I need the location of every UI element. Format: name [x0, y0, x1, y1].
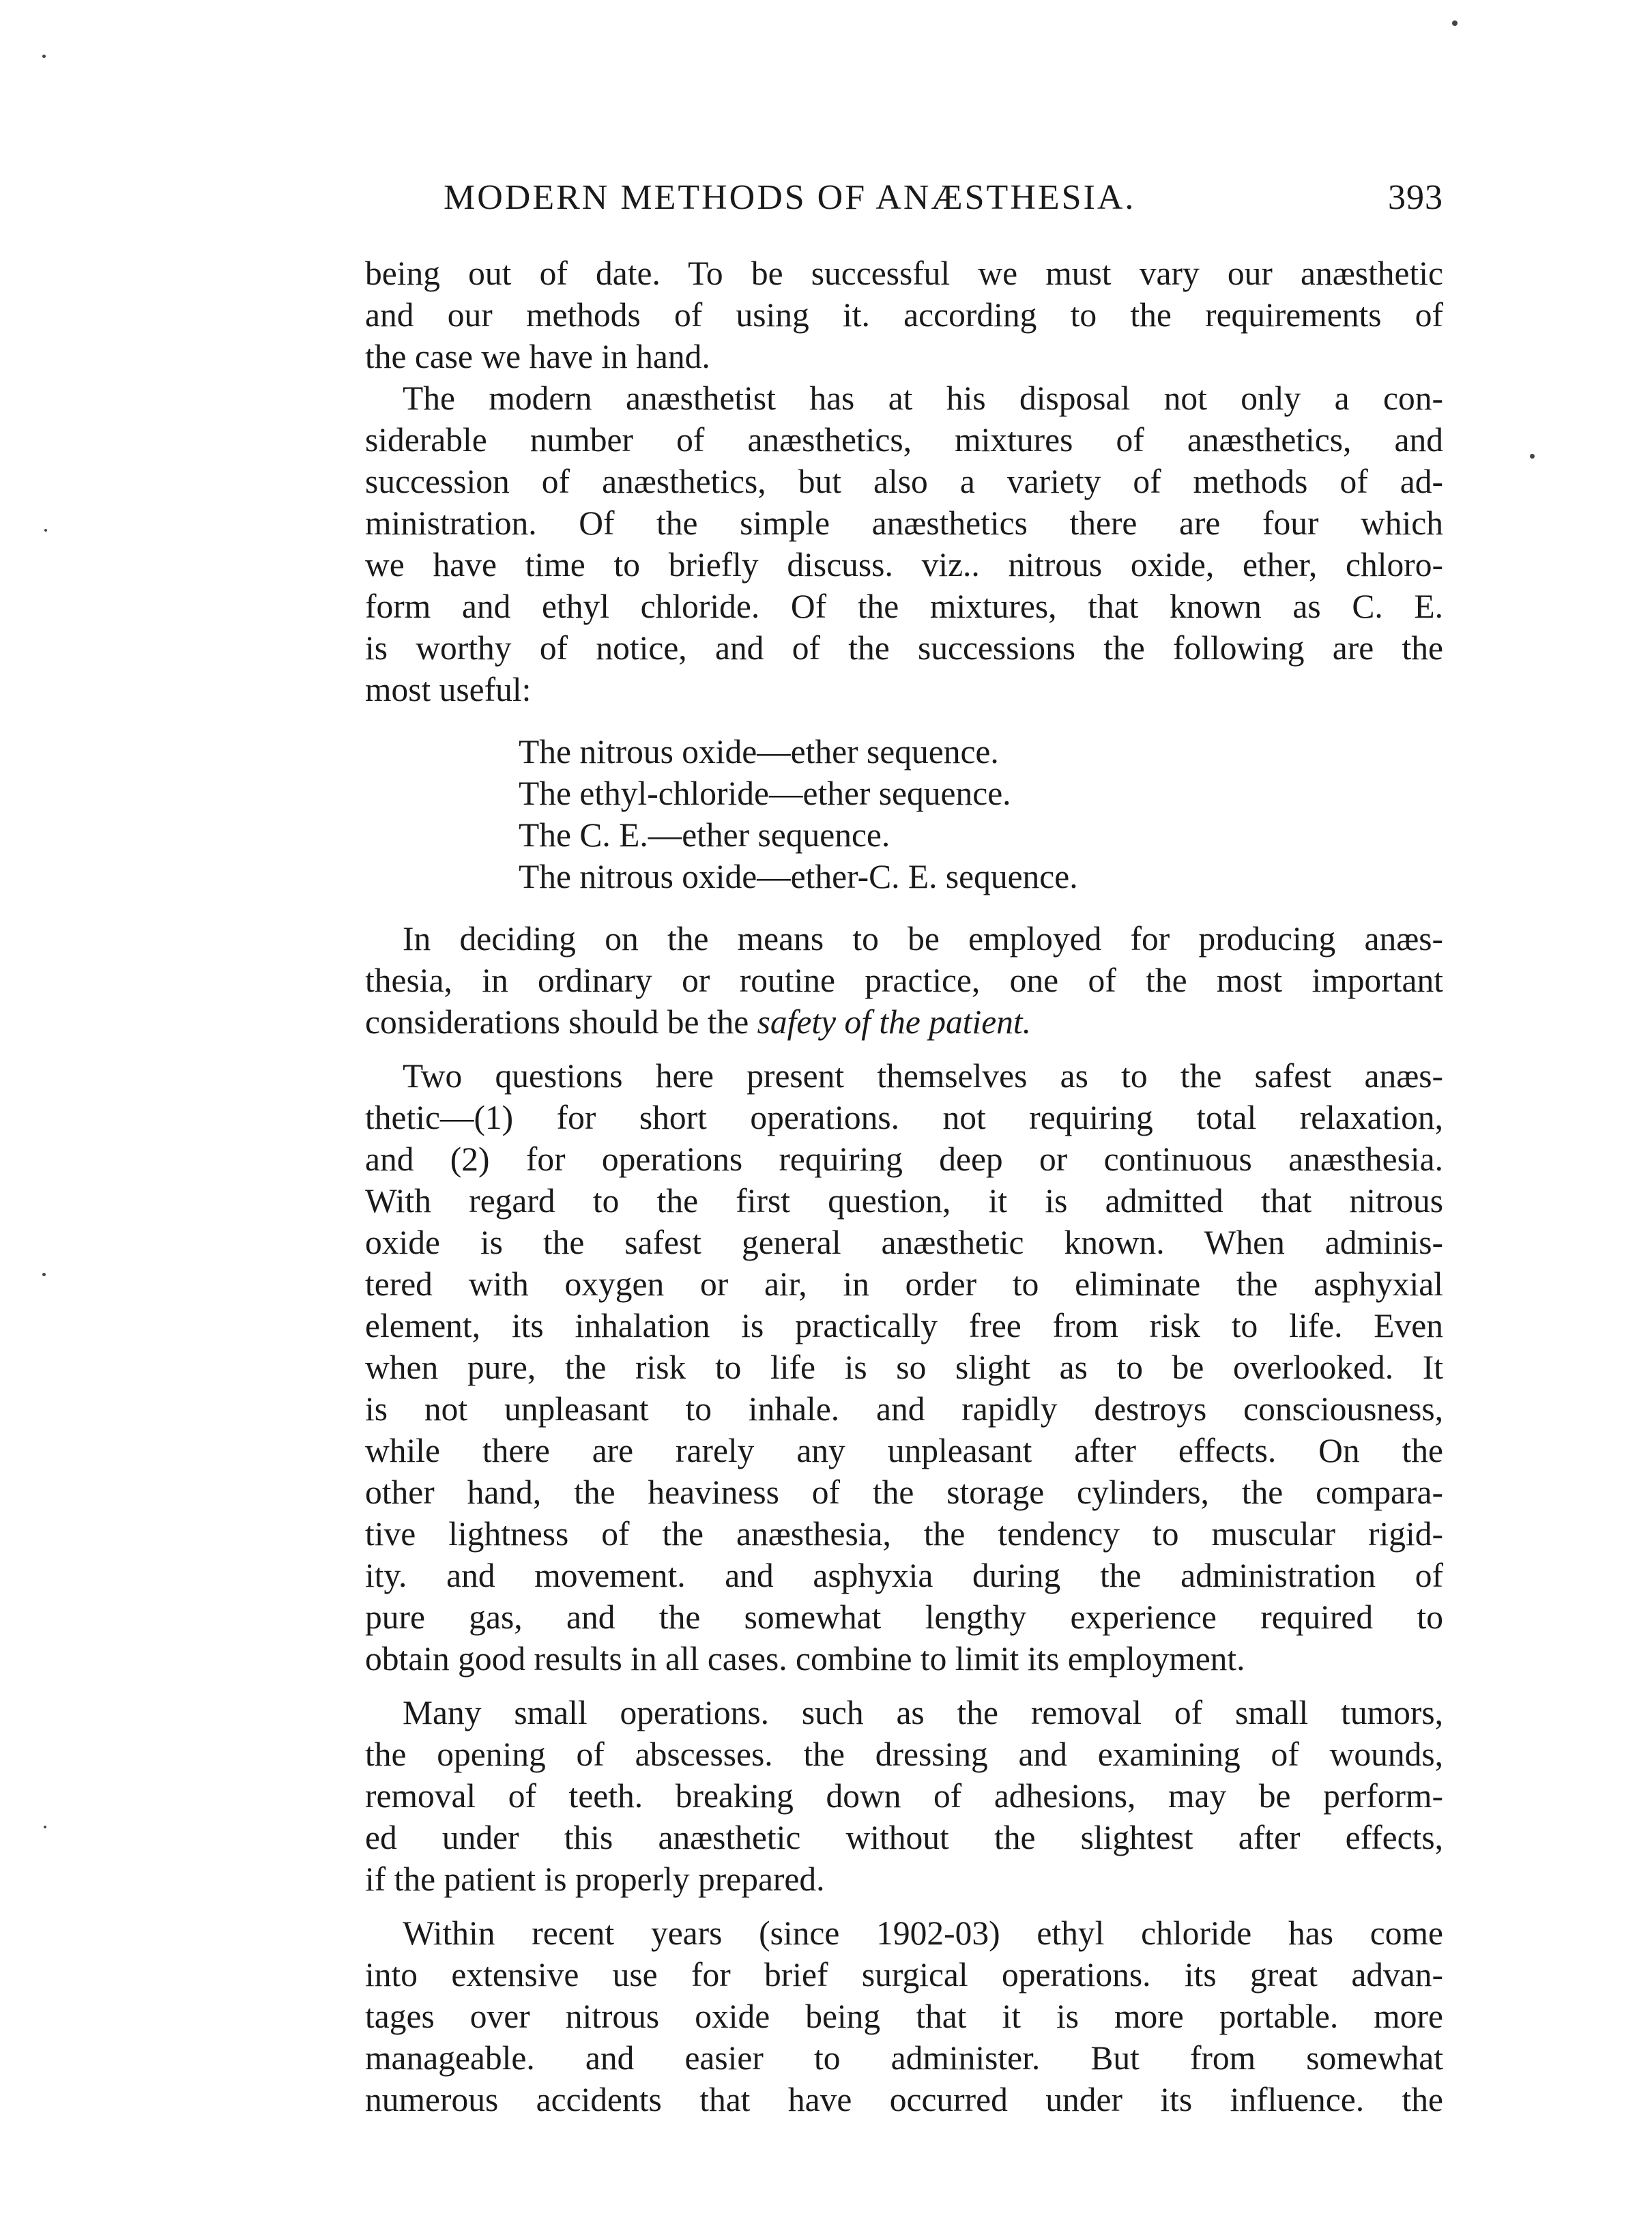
text-line: oxide is the safest general anæsthetic known. When adminis- — [365, 1224, 1443, 1261]
text-line: thesia, in ordinary or routine practice, one of the most important — [365, 962, 1443, 999]
emphasized-text: safety of the patient. — [757, 1003, 1032, 1041]
page-number: 393 — [1388, 178, 1443, 217]
sequence-item: The nitrous oxide—ether-C. E. sequence. — [519, 858, 1078, 895]
text-line: is worthy of notice, and of the successions the following are the — [365, 629, 1443, 667]
text-line: Within recent years (since 1902-03) ethyl chloride has come — [403, 1914, 1443, 1952]
text-line: ity. and movement. and asphyxia during the administration of — [365, 1557, 1443, 1594]
scan-speck — [42, 1273, 46, 1276]
scan-speck — [1530, 454, 1535, 459]
scan-speck — [44, 1826, 46, 1828]
text-line: most useful: — [365, 671, 532, 708]
text-line: tages over nitrous oxide being that it is more portable. more — [365, 1998, 1443, 2035]
body-text — [365, 253, 1443, 2120]
text-line: other hand, the heaviness of the storage cylinders, the compara- — [365, 1473, 1443, 1511]
text-line: the opening of abscesses. the dressing and examining of wounds, — [365, 1736, 1443, 1773]
paragraph — [365, 1912, 1443, 2120]
sequence-list — [519, 731, 1443, 897]
scan-speck — [42, 55, 46, 58]
text-line: siderable number of anæsthetics, mixtures of anæsthetics, and — [365, 421, 1443, 459]
text-line: thetic—(1) for short operations. not requiring total relaxation, — [365, 1099, 1443, 1136]
text-line: numerous accidents that have occurred under its influence. the — [365, 2081, 1443, 2118]
text-line: Many small operations. such as the removal of small tumors, — [403, 1694, 1443, 1731]
text-line: form and ethyl chloride. Of the mixtures, that known as C. E. — [365, 588, 1443, 625]
text-line: the case we have in hand. — [365, 338, 710, 375]
text-fragment: considerations should be the — [365, 1003, 757, 1041]
paragraph — [365, 918, 1443, 1043]
text-line: tered with oxygen or air, in order to eliminate the asphyxial — [365, 1265, 1443, 1303]
text-line — [365, 1001, 1443, 1043]
text-line: and our methods of using it. according to the requirements of — [365, 296, 1443, 334]
text-line: and (2) for operations requiring deep or continuous anæsthesia. — [365, 1140, 1443, 1178]
text-line: manageable. and easier to administer. But from somewhat — [365, 2039, 1443, 2077]
paragraph — [365, 253, 1443, 377]
text-line: if the patient is properly prepared. — [365, 1860, 825, 1898]
paragraph — [365, 1692, 1443, 1900]
running-head — [365, 164, 1443, 218]
running-head-title: MODERN METHODS OF ANÆSTHESIA. — [444, 178, 1136, 217]
text-line: when pure, the risk to life is so slight as to be overlooked. It — [365, 1349, 1443, 1386]
text-line: removal of teeth. breaking down of adhesions, may be perform- — [365, 1777, 1443, 1815]
text-line: pure gas, and the somewhat lengthy experience required to — [365, 1598, 1443, 1636]
text-line: With regard to the first question, it is admitted that nitrous — [365, 1182, 1443, 1220]
sequence-item: The ethyl-chloride—ether sequence. — [519, 775, 1011, 812]
text-line: succession of anæsthetics, but also a variety of methods of ad- — [365, 463, 1443, 500]
text-line: The modern anæsthetist has at his disposal not only a con- — [403, 379, 1443, 417]
text-line: into extensive use for brief surgical operations. its great advan- — [365, 1956, 1443, 1994]
text-line: being out of date. To be successful we must vary our anæsthetic — [365, 255, 1443, 292]
sequence-item: The nitrous oxide—ether sequence. — [519, 733, 999, 771]
paragraph — [365, 1055, 1443, 1680]
text-line: obtain good results in all cases. combine to limit its employment. — [365, 1640, 1245, 1678]
sequence-item: The C. E.—ether sequence. — [519, 816, 890, 854]
text-line: is not unpleasant to inhale. and rapidly destroys consciousness, — [365, 1390, 1443, 1428]
text-line: In deciding on the means to be employed for producing anæs- — [403, 920, 1443, 958]
text-line: tive lightness of the anæsthesia, the tendency to muscular rigid- — [365, 1515, 1443, 1553]
text-line: ministration. Of the simple anæsthetics there are four which — [365, 504, 1443, 542]
text-line: element, its inhalation is practically free from risk to life. Even — [365, 1307, 1443, 1344]
text-line: we have time to briefly discuss. viz.. nitrous oxide, ether, chloro- — [365, 546, 1443, 584]
book-page — [365, 164, 1443, 2120]
text-line: Two questions here present themselves as to the safest anæs- — [403, 1057, 1443, 1095]
scan-speck — [44, 529, 47, 532]
paragraph — [365, 377, 1443, 710]
scan-speck — [1452, 20, 1458, 26]
text-line: ed under this anæsthetic without the slightest after effects, — [365, 1819, 1443, 1856]
text-line: while there are rarely any unpleasant after effects. On the — [365, 1432, 1443, 1469]
